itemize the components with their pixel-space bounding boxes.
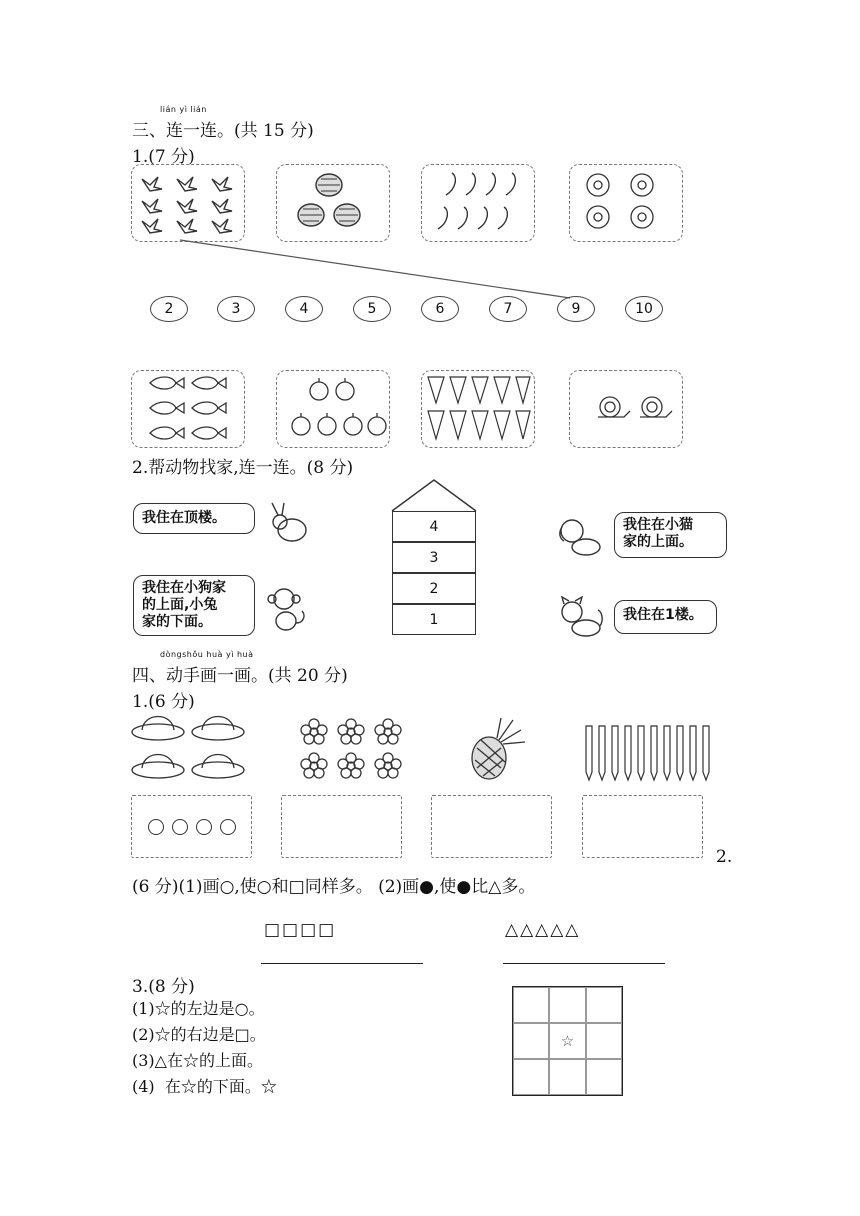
house-roof-icon xyxy=(388,478,480,512)
floor-2[interactable]: 2 xyxy=(392,573,476,604)
s4-q1-label: 1.(6 分) xyxy=(132,692,195,712)
q3-item-3: (3)△在☆的上面。 xyxy=(132,1051,263,1070)
number-oval[interactable]: 10 xyxy=(625,296,663,322)
apple-icon xyxy=(277,371,387,445)
bubble-line: 我住在小狗家 xyxy=(142,580,226,596)
circle-icon xyxy=(148,819,164,835)
rabbit-icon[interactable] xyxy=(262,500,314,548)
bubble-text: 我住在顶楼。 xyxy=(142,510,226,526)
number-oval[interactable]: 4 xyxy=(285,296,323,322)
answer-box-pineapple[interactable] xyxy=(431,795,552,858)
q3-item-1: (1)☆的左边是○。 xyxy=(132,999,265,1018)
number-oval[interactable]: 7 xyxy=(489,296,527,322)
cat-icon[interactable] xyxy=(556,596,606,642)
number-oval[interactable]: 9 xyxy=(557,296,595,322)
pineapple-icon xyxy=(465,716,529,782)
answer-box-flowers[interactable] xyxy=(281,795,402,858)
floor-1[interactable]: 1 xyxy=(392,604,476,635)
bubble-line: 家的下面。 xyxy=(142,614,212,630)
bubble-line: 我住在小猫 xyxy=(623,517,693,533)
number-oval[interactable]: 5 xyxy=(353,296,391,322)
q2-label: 2.帮动物找家,连一连。(8 分) xyxy=(132,458,354,478)
fish-icon xyxy=(132,371,242,445)
bubble-line: 的上面,小兔 xyxy=(142,597,218,613)
section3-title: 三、连一连。(共 15 分) xyxy=(132,121,314,141)
dog-icon[interactable] xyxy=(556,515,606,561)
q3-item-2: (2)☆的右边是□。 xyxy=(132,1025,266,1044)
flower-icon xyxy=(296,714,406,784)
s4-q3-label: 3.(8 分) xyxy=(132,977,195,997)
s4-q2-text: (6 分)(1)画○,使○和□同样多。 (2)画●,使●比△多。 xyxy=(132,877,536,897)
circle-icon xyxy=(196,819,212,835)
hat-icon xyxy=(130,710,250,785)
circle-icon xyxy=(172,819,188,835)
grid-cell[interactable] xyxy=(513,987,549,1023)
section4-title: 四、动手画一画。(共 20 分) xyxy=(132,666,348,686)
bubble-text: 我住在1楼。 xyxy=(623,607,703,623)
grid-cell[interactable] xyxy=(586,987,622,1023)
number-oval[interactable]: 2 xyxy=(150,296,188,322)
answer-box-pencils[interactable] xyxy=(582,795,703,858)
number-oval[interactable]: 6 xyxy=(421,296,459,322)
q1-label: 1.(7 分) xyxy=(132,147,195,167)
monkey-icon[interactable] xyxy=(262,585,314,633)
bubble-line: 家的上面。 xyxy=(623,534,693,550)
grid-cell[interactable] xyxy=(513,1023,549,1059)
snail-icon xyxy=(570,371,680,445)
monkey-speech-bubble xyxy=(133,575,255,636)
floor-3[interactable]: 3 xyxy=(392,542,476,573)
number-oval[interactable]: 3 xyxy=(217,296,255,322)
section3-pinyin: lián yì lián xyxy=(160,105,207,114)
dog-speech-bubble xyxy=(614,512,727,558)
apples-box[interactable] xyxy=(276,370,390,448)
icecreams-box[interactable] xyxy=(421,370,535,448)
rabbit-speech-bubble xyxy=(133,503,255,534)
answer-box-hats[interactable] xyxy=(131,795,252,858)
snails-box[interactable] xyxy=(569,370,683,448)
answer-line-1[interactable] xyxy=(261,963,423,964)
grid-cell[interactable] xyxy=(586,1023,622,1059)
circle-icon xyxy=(220,819,236,835)
triangles-row: △△△△△ xyxy=(505,920,581,940)
cat-speech-bubble xyxy=(614,600,717,634)
fish-box[interactable] xyxy=(131,370,245,448)
q3-item-4: (4) 在☆的下面。☆ xyxy=(132,1077,277,1096)
pencil-icon xyxy=(582,722,716,784)
answer-line-2[interactable] xyxy=(503,963,665,964)
icecream-icon xyxy=(422,371,532,445)
grid-cell[interactable] xyxy=(549,987,585,1023)
section4-pinyin: dòngshǒu huà yì huà xyxy=(160,650,254,659)
grid-cell[interactable] xyxy=(586,1059,622,1095)
s4-q2-number: 2. xyxy=(716,847,733,867)
grid-cell[interactable] xyxy=(513,1059,549,1095)
position-grid[interactable] xyxy=(512,986,623,1096)
floor-4[interactable]: 4 xyxy=(392,511,476,542)
grid-cell[interactable] xyxy=(549,1059,585,1095)
grid-cell-center: ☆ xyxy=(549,1023,585,1059)
squares-row: □□□□ xyxy=(264,920,337,940)
